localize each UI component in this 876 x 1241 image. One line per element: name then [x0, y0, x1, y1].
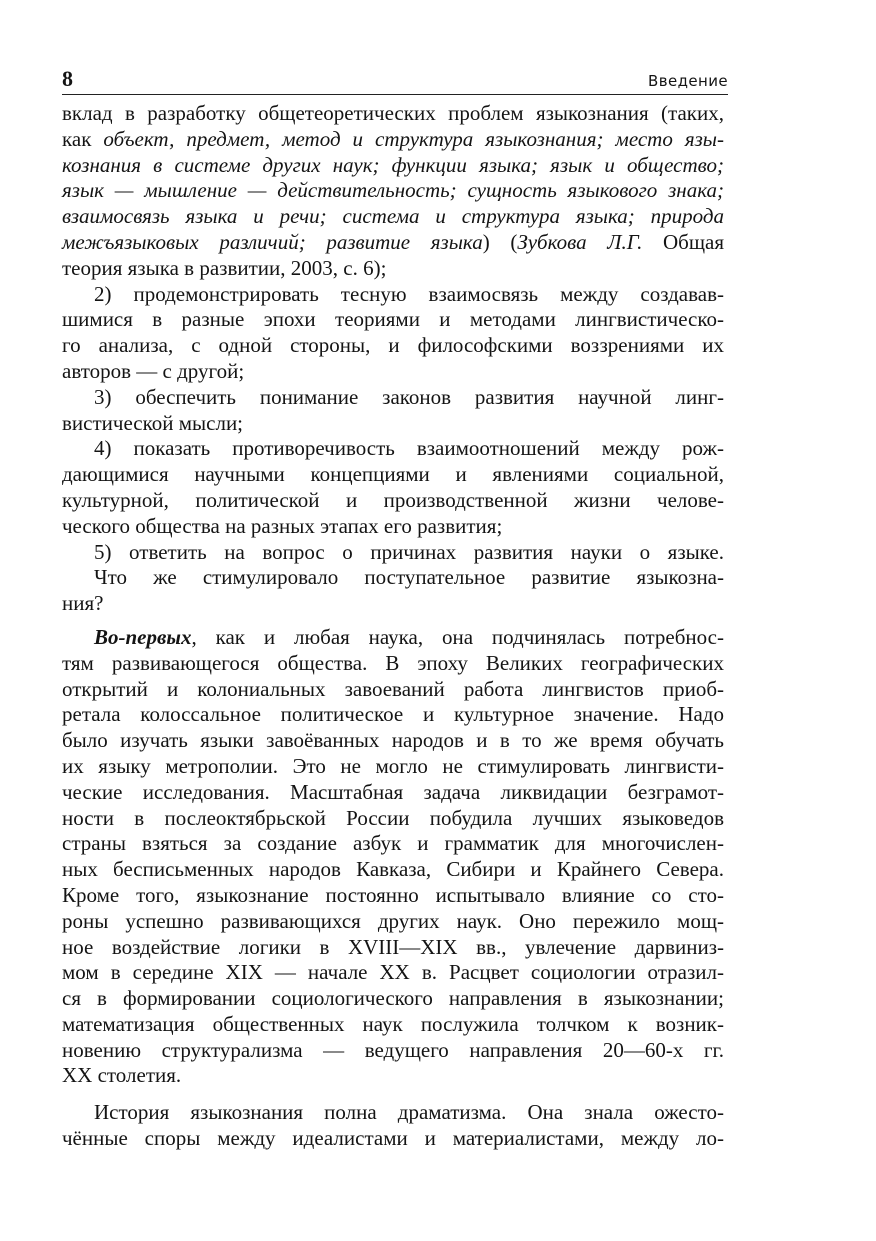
text-line: ческого общества на разных этапах его развития; [62, 513, 503, 538]
text-line: шимися в разные эпохи теориями и методами лингвистическо- [62, 307, 724, 332]
text-line: ное воздействие логики в XVIII—XIX вв., увлечение дарвиниз- [62, 934, 724, 959]
text-line: дающимися научными концепциями и явлениями социальной, [62, 462, 724, 487]
text-line: Что же стимулировало поступательное развитие языкозна- [94, 565, 724, 590]
text-line: теория языка в развитии, 2003, с. 6); [62, 255, 387, 280]
text-line: Кроме того, языкознание постоянно испытывало влияние со сто- [62, 882, 724, 907]
text-line: открытий и колониальных завоеваний работа лингвистов приоб- [62, 676, 724, 701]
text-line: математизация общественных наук послужила толчком к возник- [62, 1011, 724, 1036]
text-line: 5) ответить на вопрос о причинах развития науки о языке. [94, 539, 724, 564]
running-title: Введение [648, 72, 728, 90]
text-line: вистической мысли; [62, 410, 244, 435]
header-rule [62, 94, 728, 95]
emphasis: Во-первых [94, 624, 192, 649]
text-line: как объект, предмет, метод и структура языкознания; место язы- [62, 126, 724, 151]
page-number: 8 [62, 66, 73, 91]
text-line: вклад в разработку общетеоретических проблем языкознания (таких, [62, 101, 724, 125]
paragraph-gap [62, 617, 724, 625]
text-line: новению структурализма — ведущего направления 20—60-х гг. [62, 1037, 724, 1062]
text-line: авторов — с другой; [62, 358, 245, 383]
text-line: язык — мышление — действительность; сущность языкового знака; [62, 178, 724, 203]
text-line: было изучать языки завоёванных народов и в то же время обучать [62, 728, 724, 753]
body-text [62, 101, 724, 1152]
text-line: страны взяться за создание азбук и грамматик для многочислен- [62, 831, 724, 856]
text-line: ретала колоссальное политическое и культурное значение. Надо [62, 702, 724, 727]
text-line: их языку метрополии. Это не могло не стимулировать лингвисти- [62, 753, 724, 778]
text-line: роны успешно развивающихся других наук. Оно пережило мощ- [62, 908, 724, 933]
text-line: XX столетия. [62, 1063, 182, 1088]
page-header [62, 64, 728, 94]
text-line: тям развивающегося общества. В эпоху Великих географических [62, 650, 724, 675]
text-line: ся в формировании социологического направления в языкознании; [62, 986, 724, 1011]
text-line: взаимосвязь языка и речи; система и структура языка; природа [62, 204, 724, 229]
text-line: мом в середине XIX — начале XX в. Расцвет социологии отразил- [62, 960, 724, 985]
text-line: ческие исследования. Масштабная задача ликвидации безграмот- [62, 779, 724, 804]
text-line: чённые споры между идеалистами и материалистами, между ло- [62, 1126, 724, 1151]
text-line: межъязыковых различий; развитие языка) (Зубкова Л.Г. Общая [62, 229, 724, 254]
text-line: культурной, политической и производственной жизни челове- [62, 487, 724, 512]
text-line: История языкознания полна драматизма. Она знала ожесто- [94, 1100, 724, 1125]
text-line: ных бесписьменных народов Кавказа, Сибири и Крайнего Севера. [62, 857, 724, 882]
text-line: го анализа, с одной стороны, и философскими воззрениями их [62, 333, 724, 358]
text-line: 3) обеспечить понимание законов развития научной линг- [94, 384, 724, 409]
text-line: ния? [62, 591, 104, 616]
text-line: кознания в системе других наук; функции языка; язык и общество; [62, 152, 724, 177]
text-line: 2) продемонстрировать тесную взаимосвязь между создавав- [94, 281, 724, 306]
text-line: ности в послеоктябрьской России побудила лучших языковедов [62, 805, 724, 830]
paragraph-gap [62, 1089, 724, 1100]
text-line: Во-первых, как и любая наука, она подчинялась потребнос- [94, 624, 724, 649]
text-line: 4) показать противоречивость взаимоотношений между рож- [94, 436, 724, 461]
